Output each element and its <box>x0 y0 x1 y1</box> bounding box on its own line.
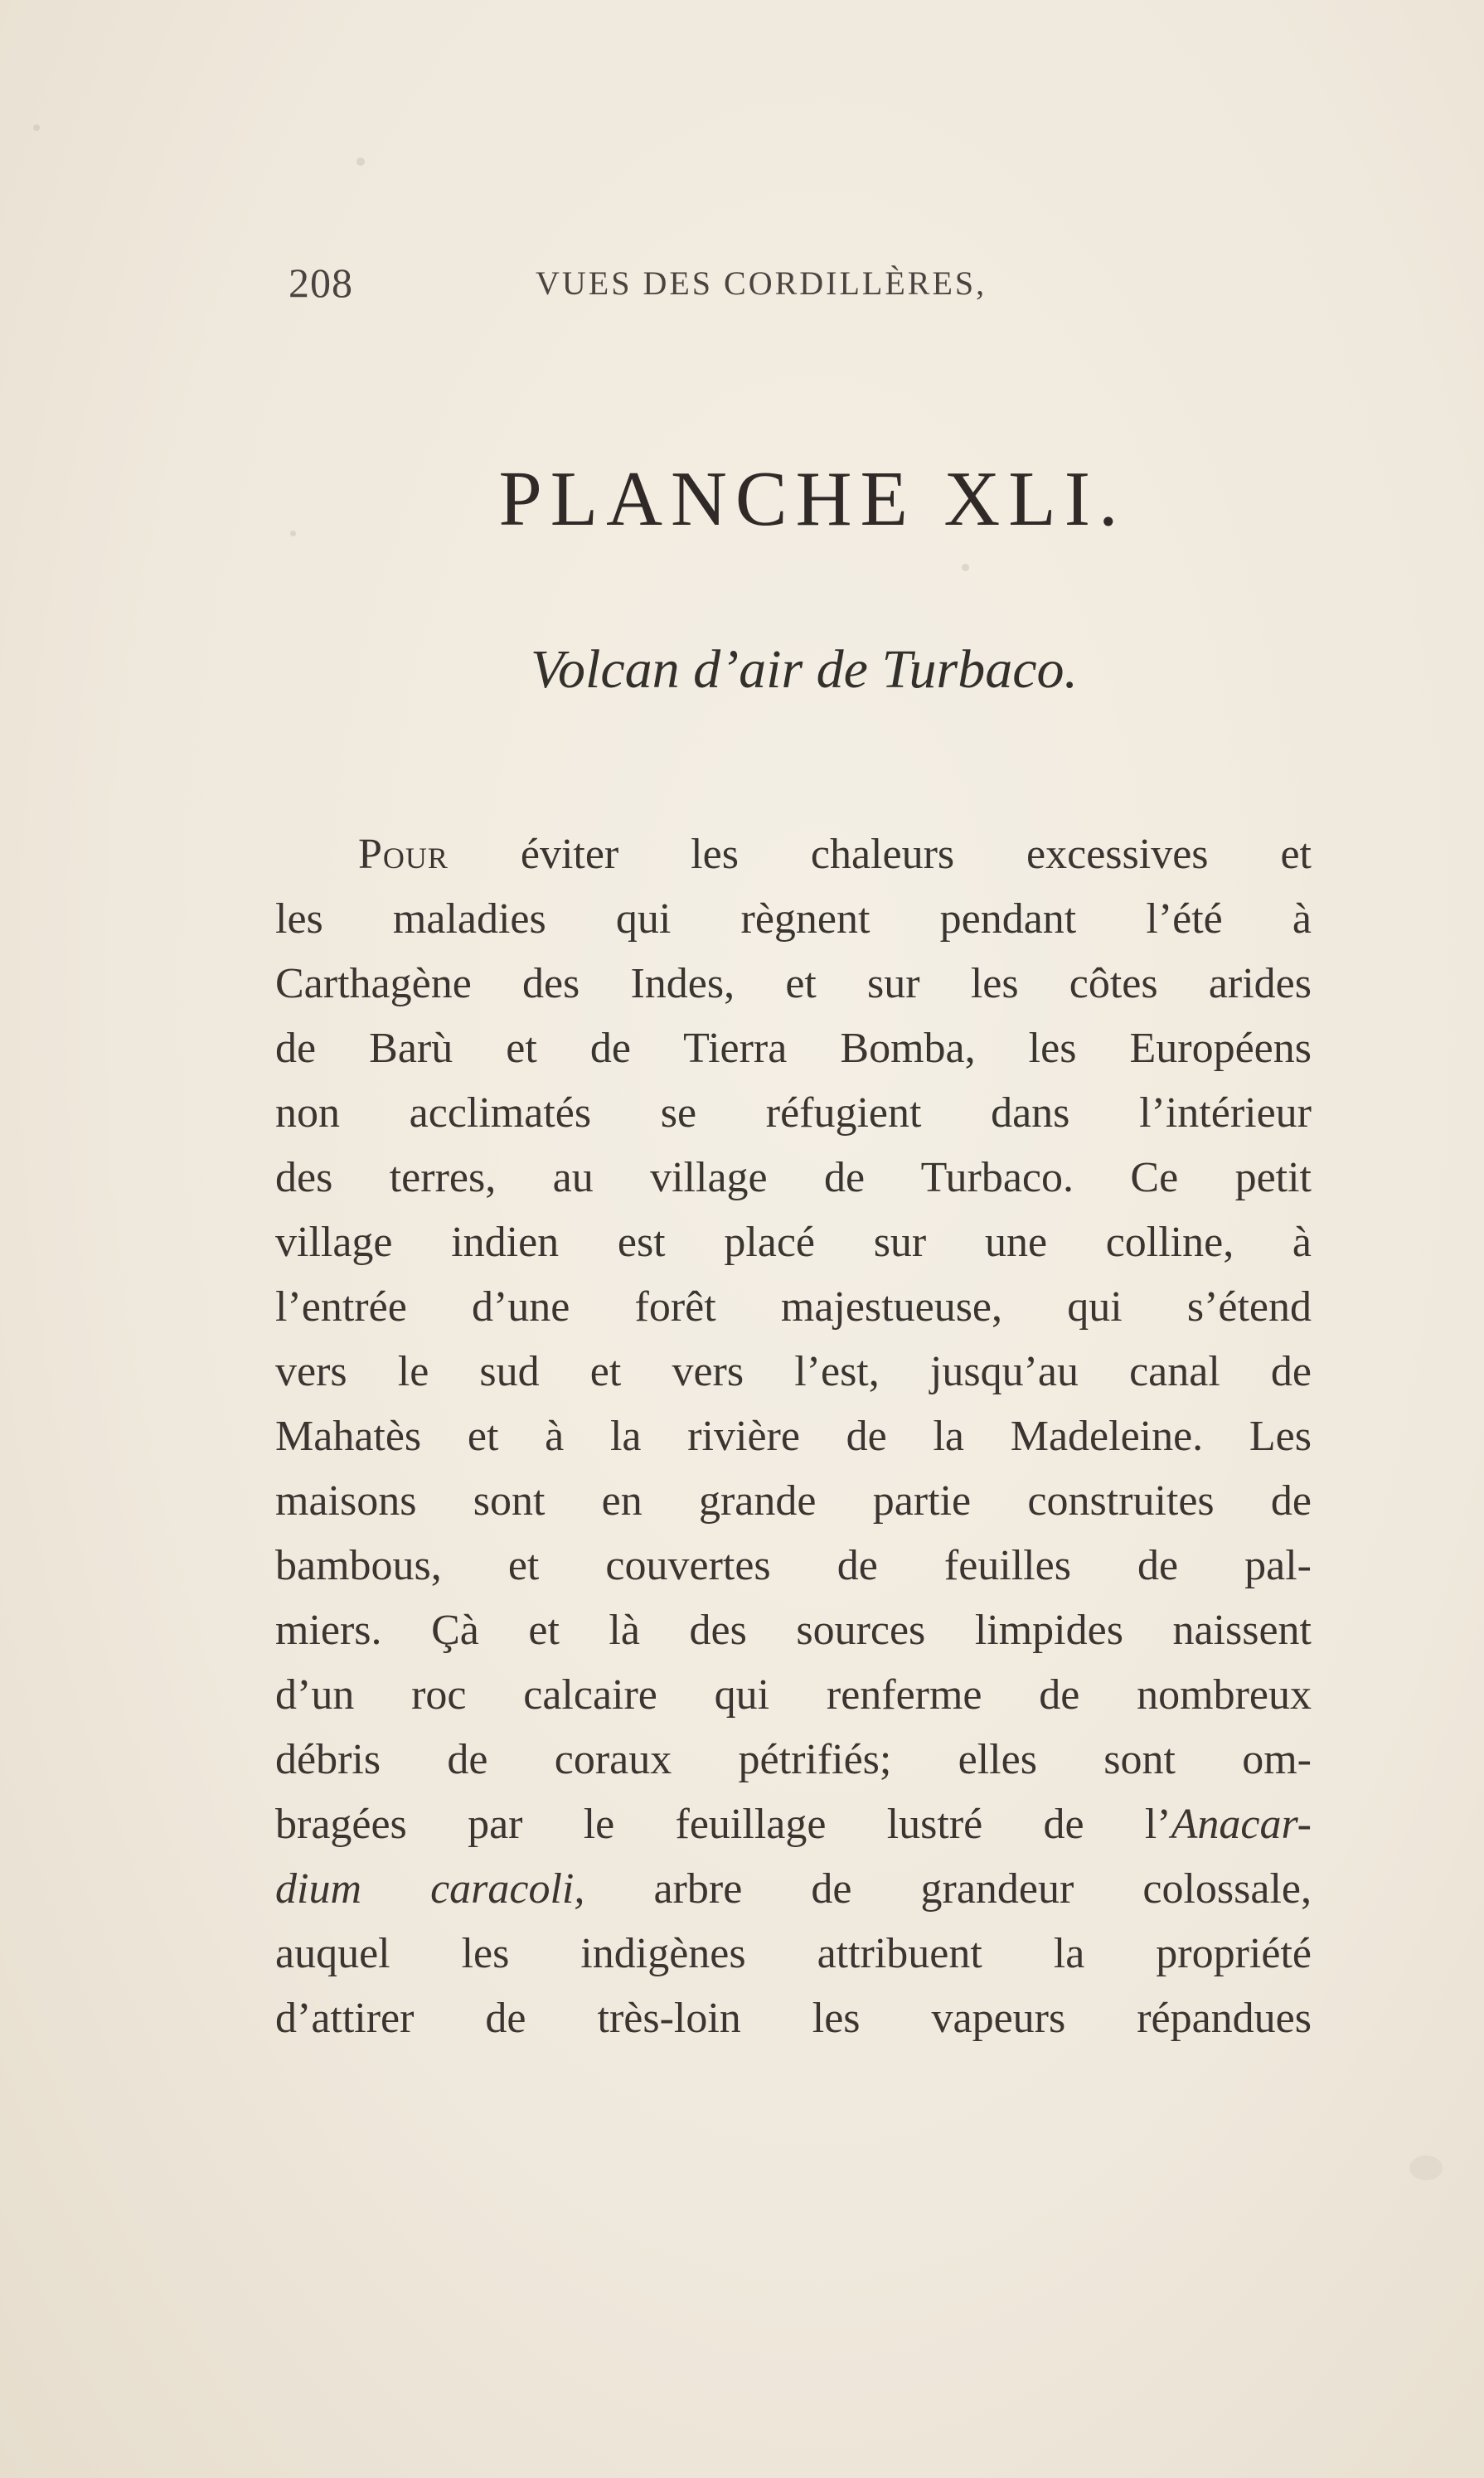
drop-word: Pour <box>358 831 449 878</box>
text-line <box>275 1857 1312 1922</box>
text-line-content: arbre de grandeur colossale, <box>584 1865 1312 1913</box>
text-line: auquel les indigènes attribuent la propriété <box>275 1930 1312 1977</box>
page-number: 208 <box>289 259 353 306</box>
text-line: l’entrée d’une forêt majestueuse, qui s’étend <box>275 1283 1312 1331</box>
text-line: les maladies qui règnent pendant l’été à <box>275 895 1312 943</box>
italic-term: dium caracoli, <box>275 1865 585 1913</box>
page-header <box>289 259 1118 308</box>
text-line: maisons sont en grande partie construites de <box>275 1477 1312 1525</box>
text-line: d’attirer de très-loin les vapeurs répandues <box>275 1995 1312 2042</box>
text-line <box>275 1792 1312 1857</box>
italic-term: Anacar- <box>1171 1801 1312 1848</box>
text-line: vers le sud et vers l’est, jusqu’au canal de <box>275 1348 1312 1395</box>
paper-speck <box>1409 2156 1443 2180</box>
paper-speck <box>962 564 969 571</box>
text-line <box>275 822 1312 887</box>
text-line-content: bragées par le feuillage lustré de l’ <box>275 1801 1171 1848</box>
text-line: village indien est placé sur une colline, à <box>275 1219 1312 1266</box>
text-line: d’un roc calcaire qui renferme de nombreux <box>275 1671 1312 1719</box>
body-text <box>275 822 1312 2051</box>
text-line: miers. Çà et là des sources limpides naissent <box>275 1607 1312 1654</box>
paper-speck <box>356 158 365 166</box>
text-line: non acclimatés se réfugient dans l’intérieur <box>275 1089 1312 1137</box>
text-line-content: éviter les chaleurs excessives et <box>520 831 1312 878</box>
text-line: débris de coraux pétrifiés; elles sont om- <box>275 1736 1312 1783</box>
plate-subtitle: Volcan d’air de Turbaco. <box>531 639 1078 700</box>
text-line: Carthagène des Indes, et sur les côtes arides <box>275 960 1312 1007</box>
text-line: des terres, au village de Turbaco. Ce petit <box>275 1154 1312 1201</box>
text-line: bambous, et couvertes de feuilles de pal- <box>275 1542 1312 1589</box>
paper-speck <box>33 124 40 131</box>
plate-title: PLANCHE XLI. <box>498 456 1127 542</box>
text-line: Mahatès et à la rivière de la Madeleine. Les <box>275 1413 1312 1460</box>
text-line: de Barù et de Tierra Bomba, les Européens <box>275 1025 1312 1072</box>
running-head: VUES DES CORDILLÈRES, <box>536 264 987 302</box>
